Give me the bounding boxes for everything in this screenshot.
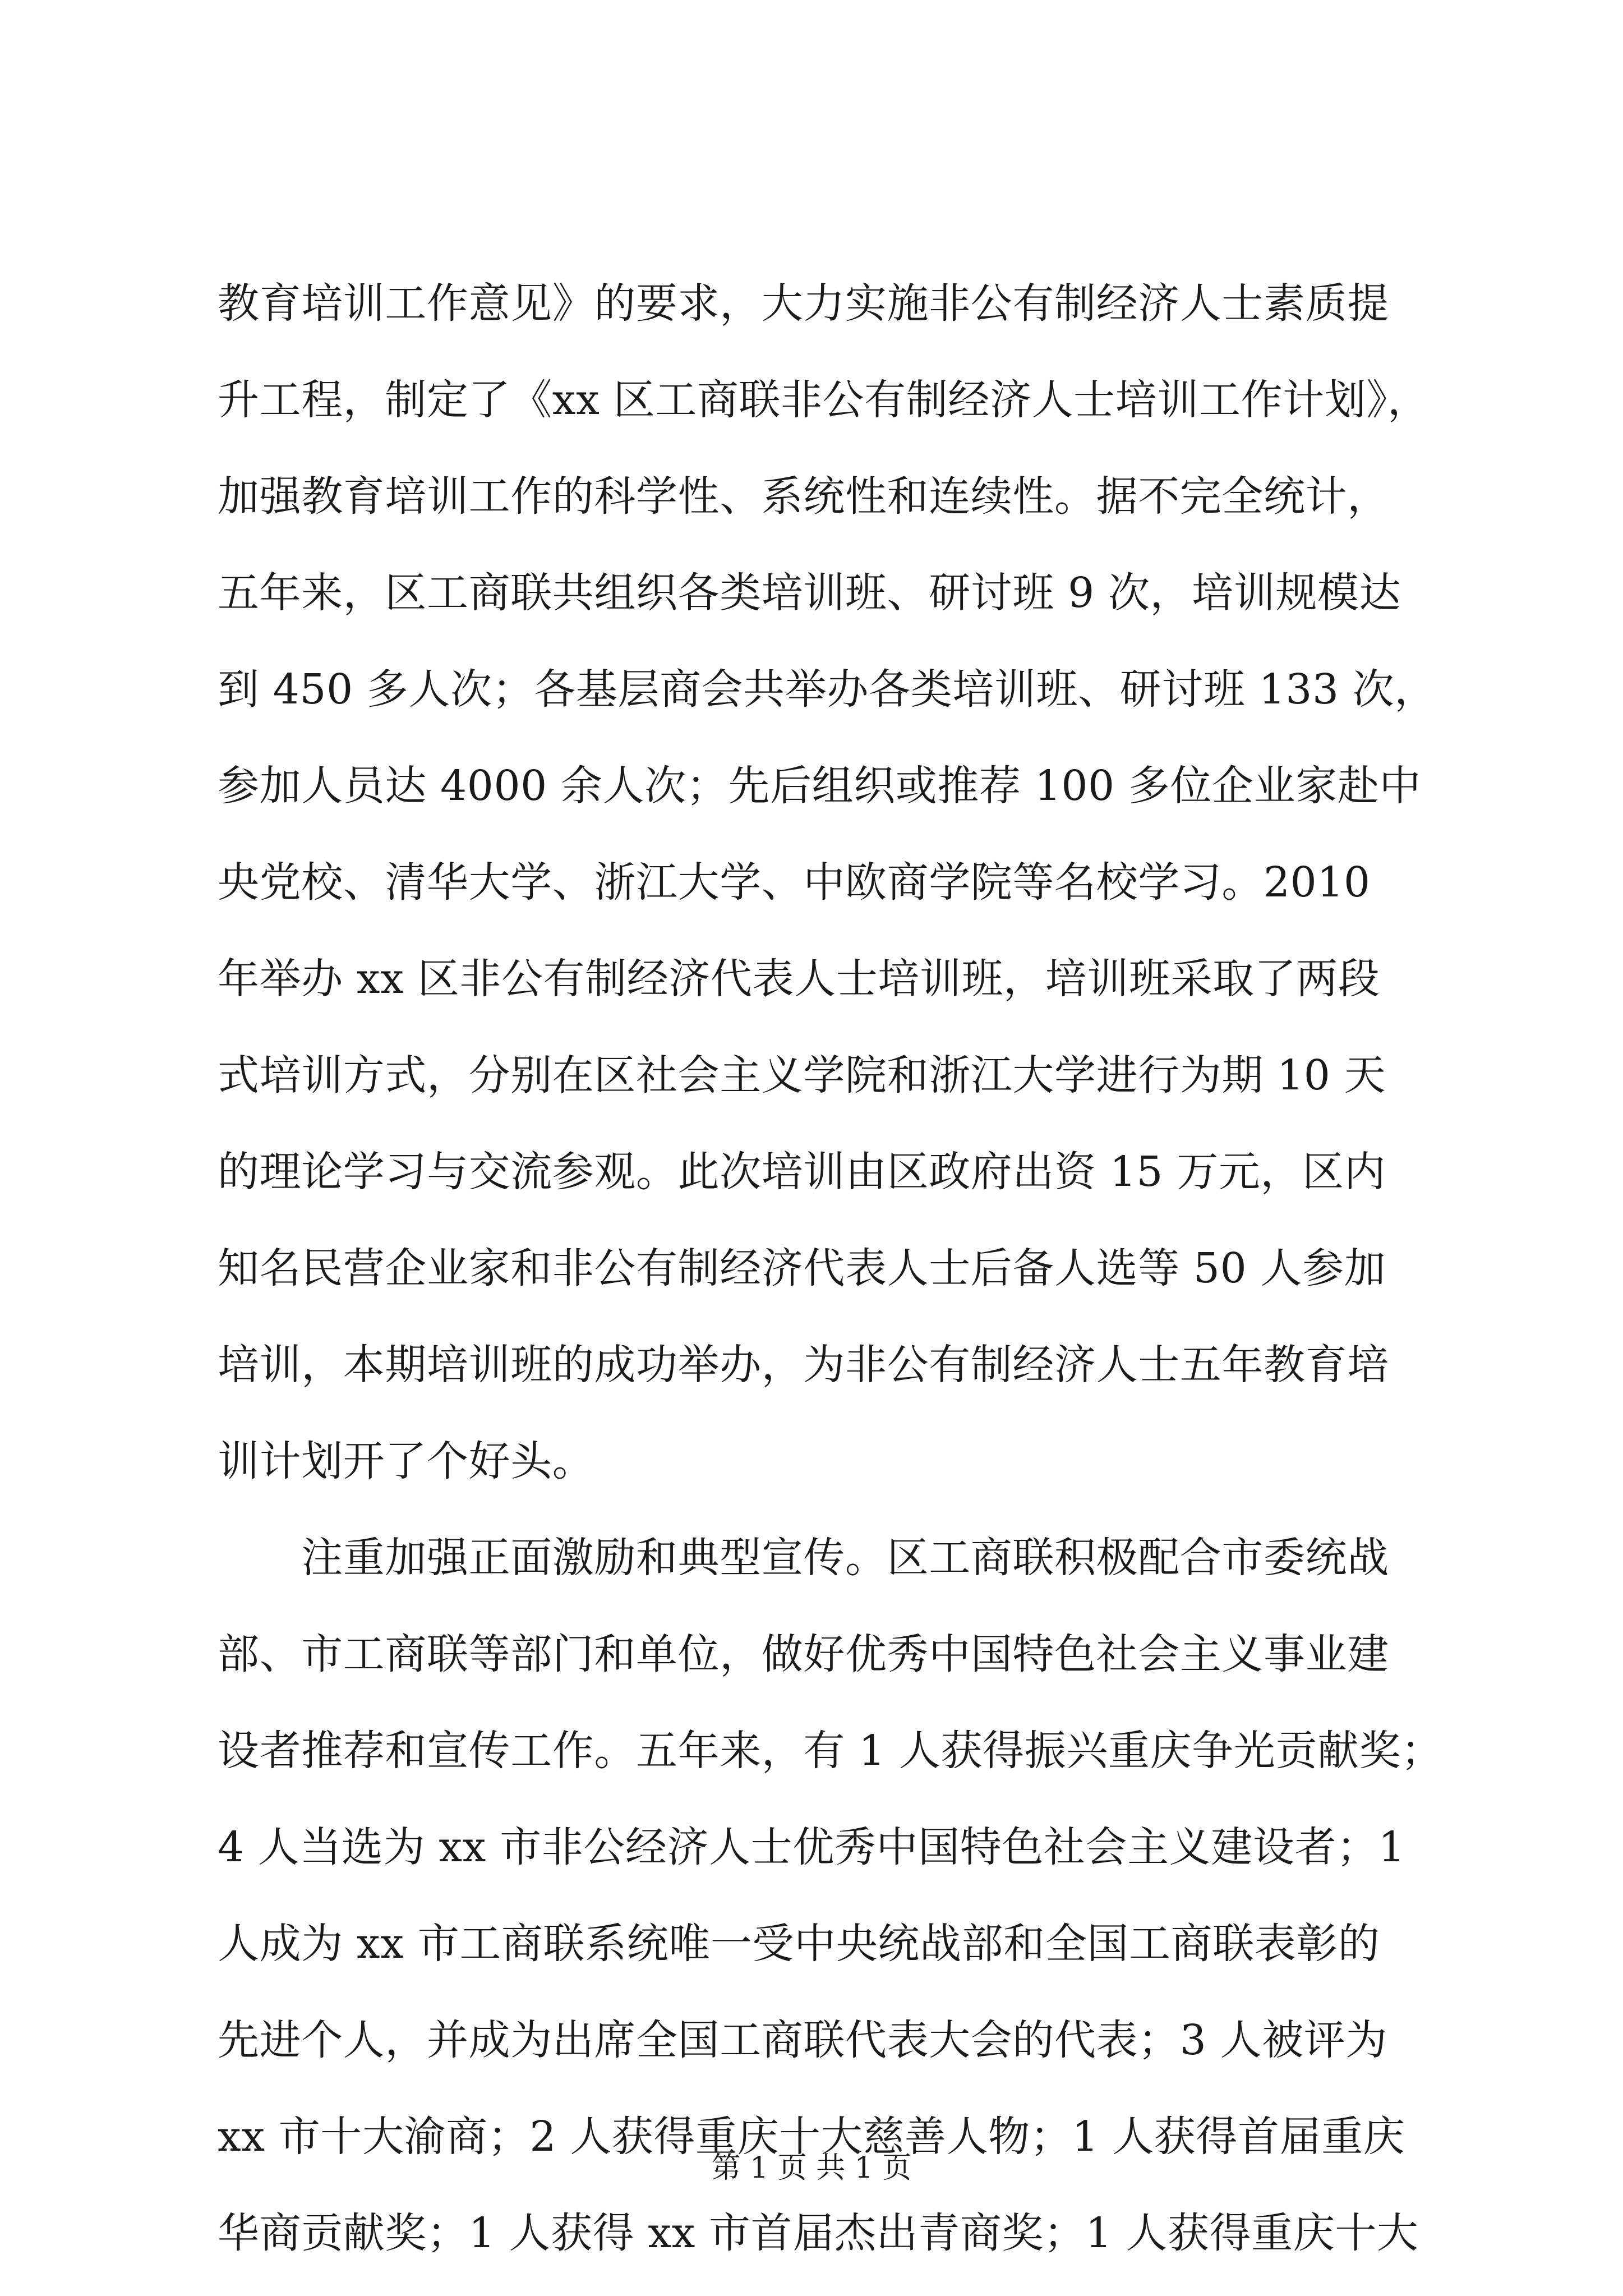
body-text — [218, 255, 1443, 2281]
text-line: 人成为 xx 市工商联系统唯一受中央统战部和全国工商联表彰的 — [218, 1920, 1380, 1968]
text-line: 教育培训工作意见》的要求，大力实施非公有制经济人士素质提 — [218, 279, 1389, 328]
text-line: 知名民营企业家和非公有制经济代表人士后备人选等 50 人参加 — [218, 1244, 1386, 1292]
text-line: xx 市十大渝商；2 人获得重庆十大慈善人物；1 人获得首届重庆 — [218, 2113, 1405, 2161]
text-line: 训计划开了个好头。 — [218, 1437, 594, 1485]
text-line: 华商贡献奖；1 人获得 xx 市首届杰出青商奖；1 人获得重庆十大 — [218, 2209, 1419, 2257]
text-line: 式培训方式，分别在区社会主义学院和浙江大学进行为期 10 天 — [218, 1051, 1386, 1099]
page-footer: 第 1 页 共 1 页 — [711, 2151, 912, 2185]
text-line: 设者推荐和宣传工作。五年来，有 1 人获得振兴重庆争光贡献奖； — [218, 1727, 1443, 1775]
text-line: 4 人当选为 xx 市非公经济人士优秀中国特色社会主义建设者；1 — [218, 1823, 1405, 1871]
text-line: 年举办 xx 区非公有制经济代表人士培训班，培训班采取了两段 — [218, 955, 1380, 1003]
text-line: 加强教育培训工作的科学性、系统性和连续性。据不完全统计， — [218, 472, 1389, 521]
text-line: 部、市工商联等部门和单位，做好优秀中国特色社会主义事业建 — [218, 1630, 1389, 1678]
text-line: 升工程，制定了《xx 区工商联非公有制经济人士培训工作计划》， — [218, 376, 1430, 424]
text-line: 先进个人，并成为出席全国工商联代表大会的代表；3 人被评为 — [218, 2016, 1387, 2064]
text-line: 的理论学习与交流参观。此次培训由区政府出资 15 万元，区内 — [218, 1148, 1386, 1196]
text-line: 到 450 多人次；各基层商会共举办各类培训班、研讨班 133 次， — [218, 665, 1436, 714]
text-line: 央党校、清华大学、浙江大学、中欧商学院等名校学习。2010 — [218, 858, 1371, 907]
paragraph-start-line: 注重加强正面激励和典型宣传。区工商联积极配合市委统战 — [218, 1534, 1389, 1582]
text-line: 五年来，区工商联共组织各类培训班、研讨班 9 次，培训规模达 — [218, 569, 1401, 617]
text-line: 参加人员达 4000 余人次；先后组织或推荐 100 多位企业家赴中 — [218, 762, 1422, 810]
text-line: 培训，本期培训班的成功举办，为非公有制经济人士五年教育培 — [218, 1341, 1389, 1389]
